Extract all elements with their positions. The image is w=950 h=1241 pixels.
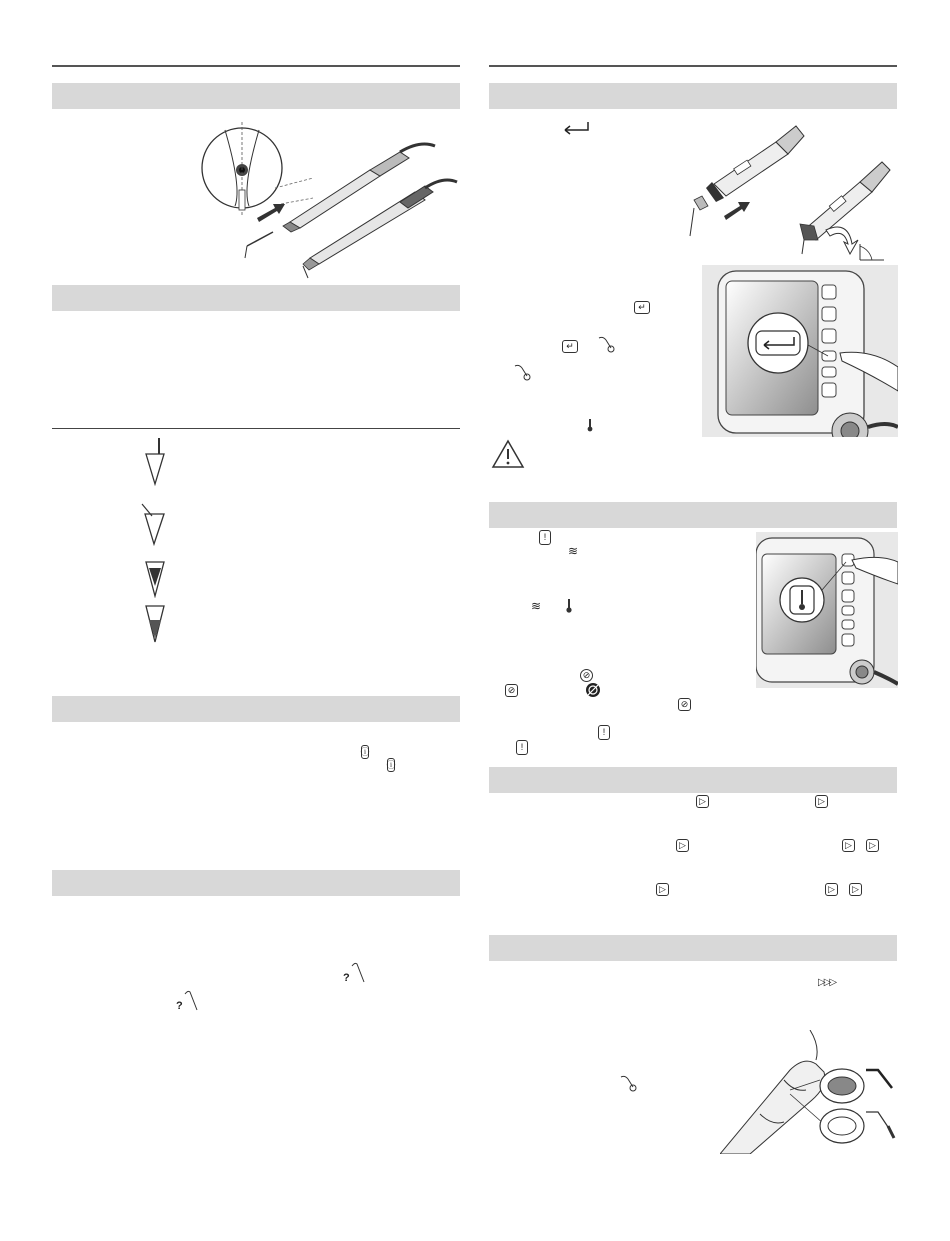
thermometer-icon-2	[565, 598, 573, 614]
tip-profile-1-icon	[143, 436, 167, 488]
section-header-8	[489, 935, 897, 961]
tip-wrench-icon-2	[514, 364, 532, 382]
tip-wrench-icon-3	[620, 1075, 638, 1093]
handpiece-tip-illustration	[195, 118, 460, 280]
top-rule-right	[489, 65, 897, 67]
handpiece-led-illustration	[720, 1030, 898, 1154]
thermometer-button-icon-2: !	[598, 725, 610, 740]
play-button-icon-7: ▷	[825, 883, 838, 896]
stop-button-icon-1: ⊘	[580, 669, 593, 682]
device-panel-heat	[756, 532, 898, 688]
tip-wrench-icon-1	[598, 336, 616, 354]
triple-play-icon: ▷▷▷	[818, 977, 836, 988]
enter-key-icon-2: ↵	[562, 340, 578, 353]
file-question-icon-a: ?	[343, 962, 365, 986]
heat-waves-icon-1: ≋	[568, 544, 579, 558]
play-button-icon-1: ▷	[696, 795, 709, 808]
tip-profile-2-icon	[140, 502, 168, 546]
file-question-icon-b: ?	[176, 990, 198, 1014]
stop-all-icon	[585, 682, 601, 698]
play-button-icon-8: ▷	[849, 883, 862, 896]
device-panel-enter	[702, 265, 898, 437]
tip-profile-3-icon	[143, 556, 167, 598]
section-header-1	[52, 83, 460, 109]
play-button-icon-2: ▷	[815, 795, 828, 808]
top-rule-left	[52, 65, 460, 67]
thermometer-button-icon-3: !	[516, 740, 528, 755]
tip-profile-4-icon	[143, 602, 167, 644]
mode-icon-b: ⓘ	[387, 758, 395, 772]
play-button-icon-4: ▷	[842, 839, 855, 852]
warning-triangle-icon	[491, 439, 525, 469]
enter-key-icon-1: ↵	[634, 301, 650, 314]
table-rule	[52, 428, 460, 429]
section-header-2	[52, 285, 460, 311]
section-header-3	[52, 696, 460, 722]
mode-icon-a: ⓘ	[361, 745, 369, 759]
stop-button-icon-2: ⊘	[505, 684, 518, 697]
heat-waves-icon-2: ≋	[531, 599, 542, 613]
play-button-icon-5: ▷	[866, 839, 879, 852]
play-button-icon-3: ▷	[676, 839, 689, 852]
stop-button-icon-3: ⊘	[678, 698, 691, 711]
section-header-4	[52, 870, 460, 896]
play-button-icon-6: ▷	[656, 883, 669, 896]
section-header-5	[489, 83, 897, 109]
enter-arrow-icon	[561, 121, 591, 135]
section-header-6	[489, 502, 897, 528]
thermometer-icon-1	[586, 418, 594, 432]
tip-attach-illustration	[684, 112, 898, 262]
section-header-7	[489, 767, 897, 793]
thermometer-button-icon-1: !	[539, 530, 551, 545]
